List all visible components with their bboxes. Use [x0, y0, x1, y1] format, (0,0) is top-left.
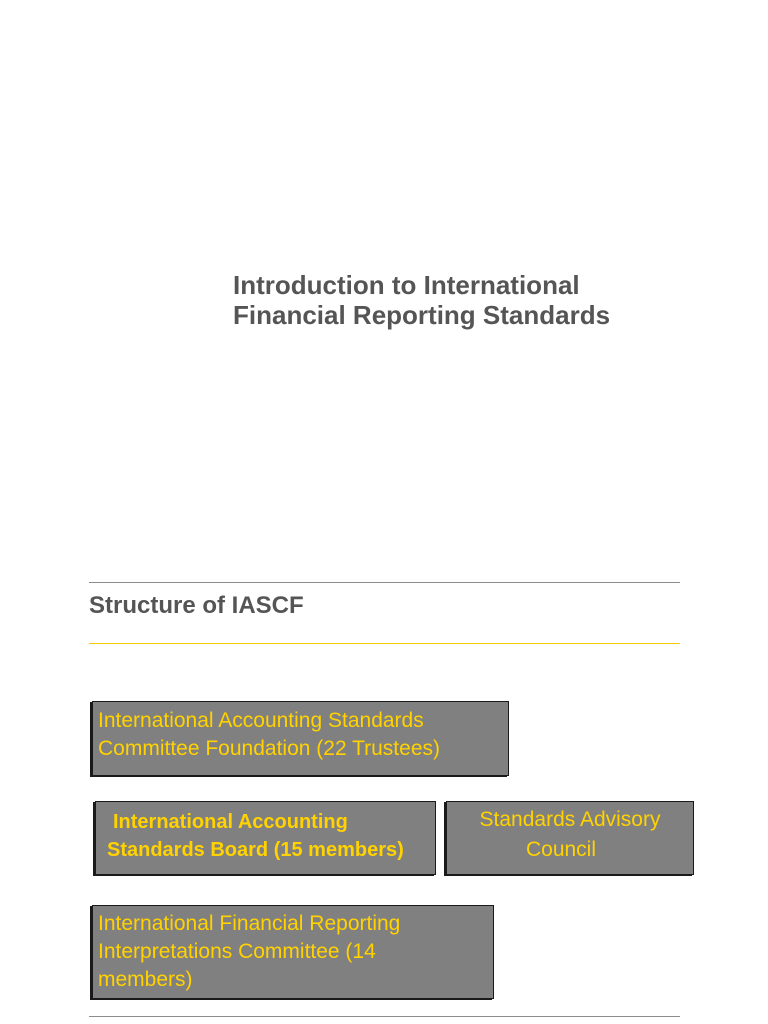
org-box-text-line: International Accounting Standards	[98, 709, 424, 732]
slide-title-line: Introduction to International	[233, 270, 580, 300]
org-box-text-line: International Accounting	[113, 811, 348, 833]
org-box-text-line: Standards Board (15 members)	[107, 839, 404, 861]
slide-title-structure: Structure of IASCF	[89, 592, 304, 619]
bottom-divider	[89, 1016, 680, 1017]
org-box-text-line: Standards Advisory	[479, 808, 661, 831]
slide-title-intro	[233, 270, 733, 330]
org-box-text-line: members)	[98, 968, 193, 991]
org-box-text-line: Committee Foundation (22 Trustees)	[98, 737, 440, 760]
org-box-iasb	[95, 801, 436, 875]
top-divider	[89, 582, 680, 583]
org-box-text-line: International Financial Reporting	[98, 912, 401, 935]
org-box-text-line: Interpretations Committee (14	[98, 940, 376, 963]
accent-divider	[89, 643, 680, 644]
org-box-standards-advisory-council	[446, 801, 694, 875]
org-box-ifric	[92, 905, 494, 999]
org-box-text-line: Council	[525, 838, 597, 861]
org-box-iasc-foundation	[92, 701, 509, 776]
slide-title-line: Financial Reporting Standards	[233, 300, 611, 330]
